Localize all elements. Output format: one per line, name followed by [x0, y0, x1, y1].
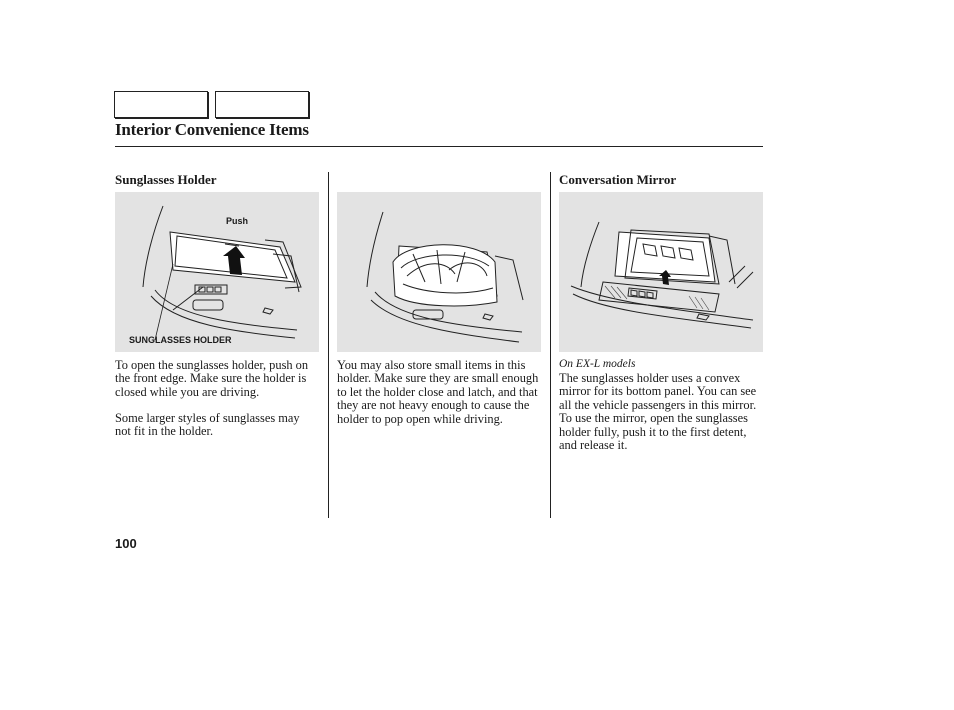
header-tab-2[interactable] [215, 91, 309, 118]
left-paragraph-2: Some larger styles of sunglasses may not fit in the holder. [115, 411, 300, 439]
sunglasses-holder-illustration [115, 192, 319, 352]
model-note: On EX-L models [559, 358, 636, 370]
sunglasses-holder-callout: SUNGLASSES HOLDER [129, 335, 232, 345]
conversation-mirror-heading: Conversation Mirror [559, 172, 677, 187]
conversation-mirror-illustration [559, 192, 763, 352]
middle-paragraph-1: You may also store small items in this holder. Make sure they are small enough to let the holder close and latch, and that they are not heavy enough to cause the holder to pop open while driving. [337, 358, 539, 426]
push-callout: Push [226, 216, 249, 226]
header-tab-1[interactable] [114, 91, 208, 118]
conversation-mirror-figure [559, 192, 763, 352]
sunglasses-holder-heading: Sunglasses Holder [115, 172, 217, 187]
open-holder-figure [337, 192, 541, 352]
left-paragraph-1: To open the sunglasses holder, push on the front edge. Make sure the holder is closed while you are driving. [115, 358, 309, 399]
right-paragraph-1: The sunglasses holder uses a convex mirror for its bottom panel. You can see all the vehicle passengers in this mirror. To use the mirror, open the sunglasses holder fully, push it to the first detent, and release it. [559, 371, 757, 453]
column-divider-2 [550, 172, 551, 518]
open-holder-illustration [337, 192, 541, 352]
section-title: Interior Convenience Items [115, 120, 309, 139]
sunglasses-holder-figure [115, 192, 319, 352]
title-divider [115, 146, 763, 147]
column-divider-1 [328, 172, 329, 518]
page-number: 100 [115, 536, 137, 551]
